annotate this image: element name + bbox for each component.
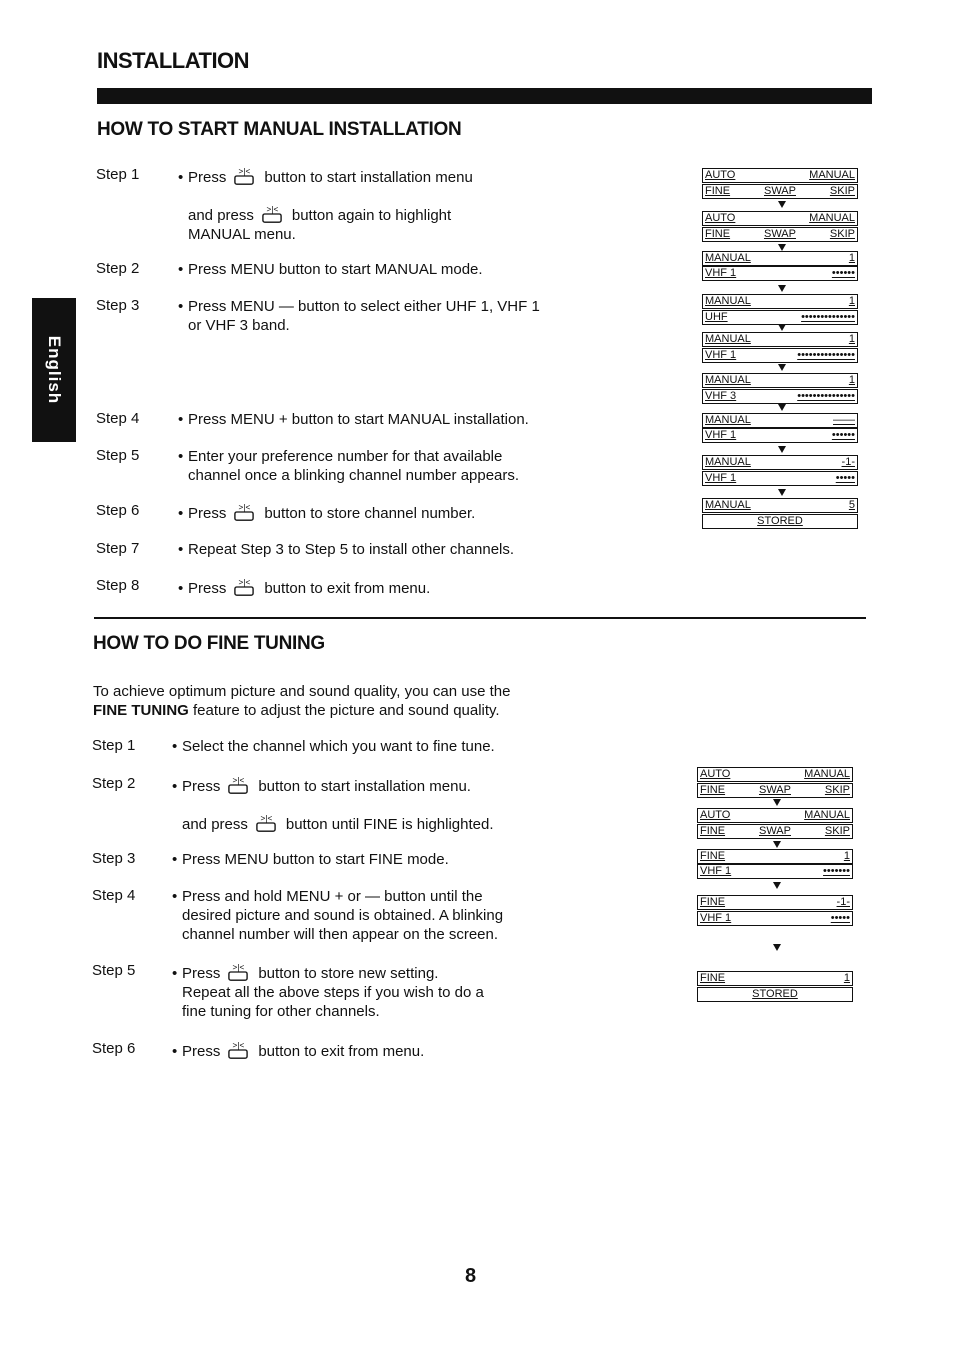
step-label: Step 3 xyxy=(96,297,140,314)
fine-section-title: HOW TO DO FINE TUNING xyxy=(93,633,325,654)
osd-left: MANUAL xyxy=(705,295,751,307)
step-text-after: button to exit from menu. xyxy=(258,1043,425,1060)
down-arrow-icon xyxy=(773,882,781,889)
osd-menu-box xyxy=(702,332,858,347)
osd-middle: SWAP xyxy=(758,825,791,837)
osd-menu-box xyxy=(702,373,858,388)
down-arrow-icon xyxy=(778,285,786,292)
osd-right: 1 xyxy=(848,252,855,264)
down-arrow-icon xyxy=(773,799,781,806)
down-arrow-icon xyxy=(778,201,786,208)
step-text: and press xyxy=(182,816,248,833)
svg-text:>|<: >|< xyxy=(260,814,273,824)
osd-right: ••••• xyxy=(830,912,850,924)
osd-left: AUTO xyxy=(705,169,736,181)
osd-left: VHF 3 xyxy=(705,390,737,402)
step-text-after: button to store new setting. xyxy=(258,965,439,982)
osd-right: -1- xyxy=(841,456,855,468)
svg-text:>|<: >|< xyxy=(232,963,245,973)
osd-menu-box xyxy=(697,971,853,986)
osd-left: FINE xyxy=(705,228,731,240)
intro-rest: feature to adjust the picture and sound quality. xyxy=(188,702,500,719)
intro-bold: FINE TUNING xyxy=(93,702,189,719)
menu-button-icon xyxy=(226,775,250,795)
step-text-line2: channel once a blinking channel number appears. xyxy=(188,467,520,484)
osd-menu-box xyxy=(697,849,853,864)
step-instruction: • Press >|< button to start installation menu xyxy=(178,167,473,186)
osd-right: MANUAL xyxy=(804,809,850,821)
step-label: Step 1 xyxy=(92,737,136,754)
osd-right: ••••••••••••••• xyxy=(797,390,855,402)
step-instruction xyxy=(188,204,588,244)
osd-left: VHF 1 xyxy=(700,865,732,877)
menu-button-icon xyxy=(232,502,256,522)
osd-right: 1 xyxy=(848,333,855,345)
osd-right: 1 xyxy=(843,850,850,862)
osd-middle: STORED xyxy=(757,515,803,527)
step-text: Select the channel which you want to fine tune. xyxy=(182,738,495,755)
step-text: Press xyxy=(182,965,221,982)
osd-left: AUTO xyxy=(700,809,731,821)
osd-right: ••••••• xyxy=(823,865,850,877)
step-label: Step 3 xyxy=(92,850,136,867)
step-text: Press xyxy=(182,778,221,795)
osd-right: SKIP xyxy=(829,185,855,197)
osd-menu-box xyxy=(697,824,853,839)
osd-menu-box xyxy=(702,471,858,486)
osd-menu-box xyxy=(697,808,853,823)
osd-menu-box xyxy=(702,428,858,443)
osd-menu-box xyxy=(702,498,858,513)
osd-right: 5 xyxy=(848,499,855,511)
step-label: Step 4 xyxy=(92,887,136,904)
osd-menu-box xyxy=(697,895,853,910)
osd-right: —— xyxy=(833,414,855,426)
osd-right: MANUAL xyxy=(804,768,850,780)
osd-left: FINE xyxy=(700,784,726,796)
osd-menu-box xyxy=(697,864,853,879)
step-text: Press MENU button to start FINE mode. xyxy=(182,851,449,868)
step-text: Repeat Step 3 to Step 5 to install other channels. xyxy=(188,541,515,558)
title-rule xyxy=(97,88,872,104)
down-arrow-icon xyxy=(778,404,786,411)
step-label: Step 5 xyxy=(92,962,136,979)
down-arrow-icon xyxy=(778,489,786,496)
osd-right: MANUAL xyxy=(809,212,855,224)
osd-left: MANUAL xyxy=(705,456,751,468)
osd-right: SKIP xyxy=(824,784,850,796)
step-instruction: • Repeat Step 3 to Step 5 to install other channels. xyxy=(178,541,515,558)
svg-text:>|<: >|< xyxy=(238,167,251,177)
step-label: Step 8 xyxy=(96,577,140,594)
menu-button-icon xyxy=(232,577,256,597)
step-text: Press xyxy=(182,1043,221,1060)
osd-menu-box xyxy=(702,266,858,281)
step-instruction: • Press >|< button to exit from menu. xyxy=(172,1041,425,1060)
osd-menu-box xyxy=(697,987,853,1002)
osd-menu-box xyxy=(702,168,858,183)
osd-middle: SWAP xyxy=(763,185,796,197)
step-instruction: • Press MENU button to start FINE mode. xyxy=(172,851,449,868)
step-label: Step 5 xyxy=(96,447,140,464)
step-text-after: button to start installation menu. xyxy=(258,778,471,795)
step-text-line2: Repeat all the above steps if you wish to do a xyxy=(182,984,484,1001)
osd-left: FINE xyxy=(700,972,726,984)
osd-menu-box xyxy=(702,294,858,309)
osd-right: MANUAL xyxy=(809,169,855,181)
step-text: Press xyxy=(188,505,227,522)
step-instruction: • Enter your preference number for that available channel once a blinking channel number appears. xyxy=(178,448,520,484)
step-text-after: button to exit from menu. xyxy=(264,580,431,597)
fine-intro xyxy=(93,682,613,720)
svg-text:>|<: >|< xyxy=(232,1041,245,1051)
osd-menu-box xyxy=(697,911,853,926)
step-label: Step 7 xyxy=(96,540,140,557)
osd-menu-box xyxy=(702,413,858,428)
step-label: Step 1 xyxy=(96,166,140,183)
osd-left: AUTO xyxy=(700,768,731,780)
osd-left: AUTO xyxy=(705,212,736,224)
menu-button-icon xyxy=(232,166,256,186)
intro-line1: To achieve optimum picture and sound quality, you can use the xyxy=(93,683,511,700)
osd-left: VHF 1 xyxy=(705,429,737,441)
osd-right: •••••••••••••• xyxy=(801,311,855,323)
page-number: 8 xyxy=(465,1265,477,1287)
osd-right: 1 xyxy=(848,295,855,307)
osd-right: •••••• xyxy=(831,429,855,441)
down-arrow-icon xyxy=(778,244,786,251)
osd-right: •••••• xyxy=(831,267,855,279)
osd-right: 1 xyxy=(843,972,850,984)
osd-right: ••••••••••••••• xyxy=(797,349,855,361)
osd-left: FINE xyxy=(700,896,726,908)
menu-button-icon xyxy=(254,813,278,833)
osd-left: FINE xyxy=(700,850,726,862)
osd-menu-box xyxy=(702,455,858,470)
step-text: Press MENU — button to select either UHF 1, VHF 1 xyxy=(188,298,540,315)
menu-button-icon xyxy=(226,1040,250,1060)
osd-menu-box xyxy=(697,783,853,798)
step-label: Step 6 xyxy=(96,502,140,519)
step-text-after: button to start installation menu xyxy=(264,169,473,186)
osd-left: MANUAL xyxy=(705,499,751,511)
osd-menu-box xyxy=(702,348,858,363)
step-instruction xyxy=(182,813,582,834)
osd-right: 1 xyxy=(848,374,855,386)
step-label: Step 6 xyxy=(92,1040,136,1057)
osd-right: ••••• xyxy=(835,472,855,484)
step-text-line3: channel number will then appear on the screen. xyxy=(182,926,499,943)
language-label: English xyxy=(45,335,64,405)
step-text: Press xyxy=(188,169,227,186)
osd-left: MANUAL xyxy=(705,414,751,426)
page-title: INSTALLATION xyxy=(97,48,250,73)
osd-menu-box xyxy=(697,767,853,782)
down-arrow-icon xyxy=(773,944,781,951)
step-text-line2: desired picture and sound is obtained. A blinking xyxy=(182,907,504,924)
manual-section-title: HOW TO START MANUAL INSTALLATION xyxy=(97,119,462,140)
step-text: and press xyxy=(188,207,254,224)
down-arrow-icon xyxy=(778,364,786,371)
osd-right: -1- xyxy=(836,896,850,908)
osd-middle: SWAP xyxy=(763,228,796,240)
step-instruction: • Press and hold MENU + or — button until the desired picture and sound is obtained. A blinking channel number will then appear on the screen. xyxy=(172,888,504,943)
step-text: Enter your preference number for that available xyxy=(188,448,503,465)
step-text: Press xyxy=(188,580,227,597)
step-text-after: button to store channel number. xyxy=(264,505,476,522)
step-label: Step 4 xyxy=(96,410,140,427)
svg-text:>|<: >|< xyxy=(238,578,251,588)
step-text: Press and hold MENU + or — button until the xyxy=(182,888,483,905)
down-arrow-icon xyxy=(778,324,786,331)
osd-left: UHF xyxy=(705,311,728,323)
svg-text:>|<: >|< xyxy=(232,776,245,786)
language-tab xyxy=(32,298,76,442)
step-text-line2: or VHF 3 band. xyxy=(188,317,290,334)
osd-menu-box xyxy=(702,227,858,242)
step-instruction: • Press MENU button to start MANUAL mode. xyxy=(178,261,483,278)
step-instruction: • Press >|< button to store channel number. xyxy=(178,503,476,522)
osd-left: MANUAL xyxy=(705,252,751,264)
step-instruction: • Press MENU — button to select either UHF 1, VHF 1 or VHF 3 band. xyxy=(178,298,540,334)
step-text-after: button again to highlight xyxy=(291,207,452,224)
osd-left: VHF 1 xyxy=(705,472,737,484)
osd-left: VHF 1 xyxy=(705,349,737,361)
osd-right: SKIP xyxy=(829,228,855,240)
down-arrow-icon xyxy=(773,841,781,848)
step-instruction: • Press >|< button to start installation menu. xyxy=(172,776,471,795)
step-text-line2: MANUAL menu. xyxy=(188,226,296,243)
svg-text:>|<: >|< xyxy=(238,503,251,513)
step-instruction: • Press MENU + button to start MANUAL installation. xyxy=(178,411,529,428)
osd-menu-box xyxy=(702,251,858,266)
step-text-after: button until FINE is highlighted. xyxy=(285,816,494,833)
step-instruction: • Press >|< button to store new setting. Repeat all the above steps if you wish to do a fine tuning for other channels. xyxy=(172,963,484,1020)
down-arrow-icon xyxy=(778,446,786,453)
step-text-line3: fine tuning for other channels. xyxy=(182,1003,380,1020)
menu-button-icon xyxy=(260,204,284,224)
osd-left: VHF 1 xyxy=(705,267,737,279)
osd-menu-box xyxy=(702,310,858,325)
osd-left: FINE xyxy=(705,185,731,197)
svg-text:>|<: >|< xyxy=(266,205,279,215)
osd-menu-box xyxy=(702,211,858,226)
osd-menu-box xyxy=(702,184,858,199)
osd-right: SKIP xyxy=(824,825,850,837)
step-label: Step 2 xyxy=(96,260,140,277)
osd-middle: SWAP xyxy=(758,784,791,796)
section-divider xyxy=(94,617,866,619)
osd-left: VHF 1 xyxy=(700,912,732,924)
osd-menu-box xyxy=(702,514,858,529)
step-text: Press MENU button to start MANUAL mode. xyxy=(188,261,483,278)
osd-middle: STORED xyxy=(752,988,798,1000)
step-text: Press MENU + button to start MANUAL installation. xyxy=(188,411,529,428)
step-instruction: • Select the channel which you want to fine tune. xyxy=(172,738,495,755)
osd-left: MANUAL xyxy=(705,374,751,386)
osd-left: MANUAL xyxy=(705,333,751,345)
osd-menu-box xyxy=(702,389,858,404)
osd-left: FINE xyxy=(700,825,726,837)
menu-button-icon xyxy=(226,962,250,982)
step-instruction: • Press >|< button to exit from menu. xyxy=(178,578,431,597)
step-label: Step 2 xyxy=(92,775,136,792)
